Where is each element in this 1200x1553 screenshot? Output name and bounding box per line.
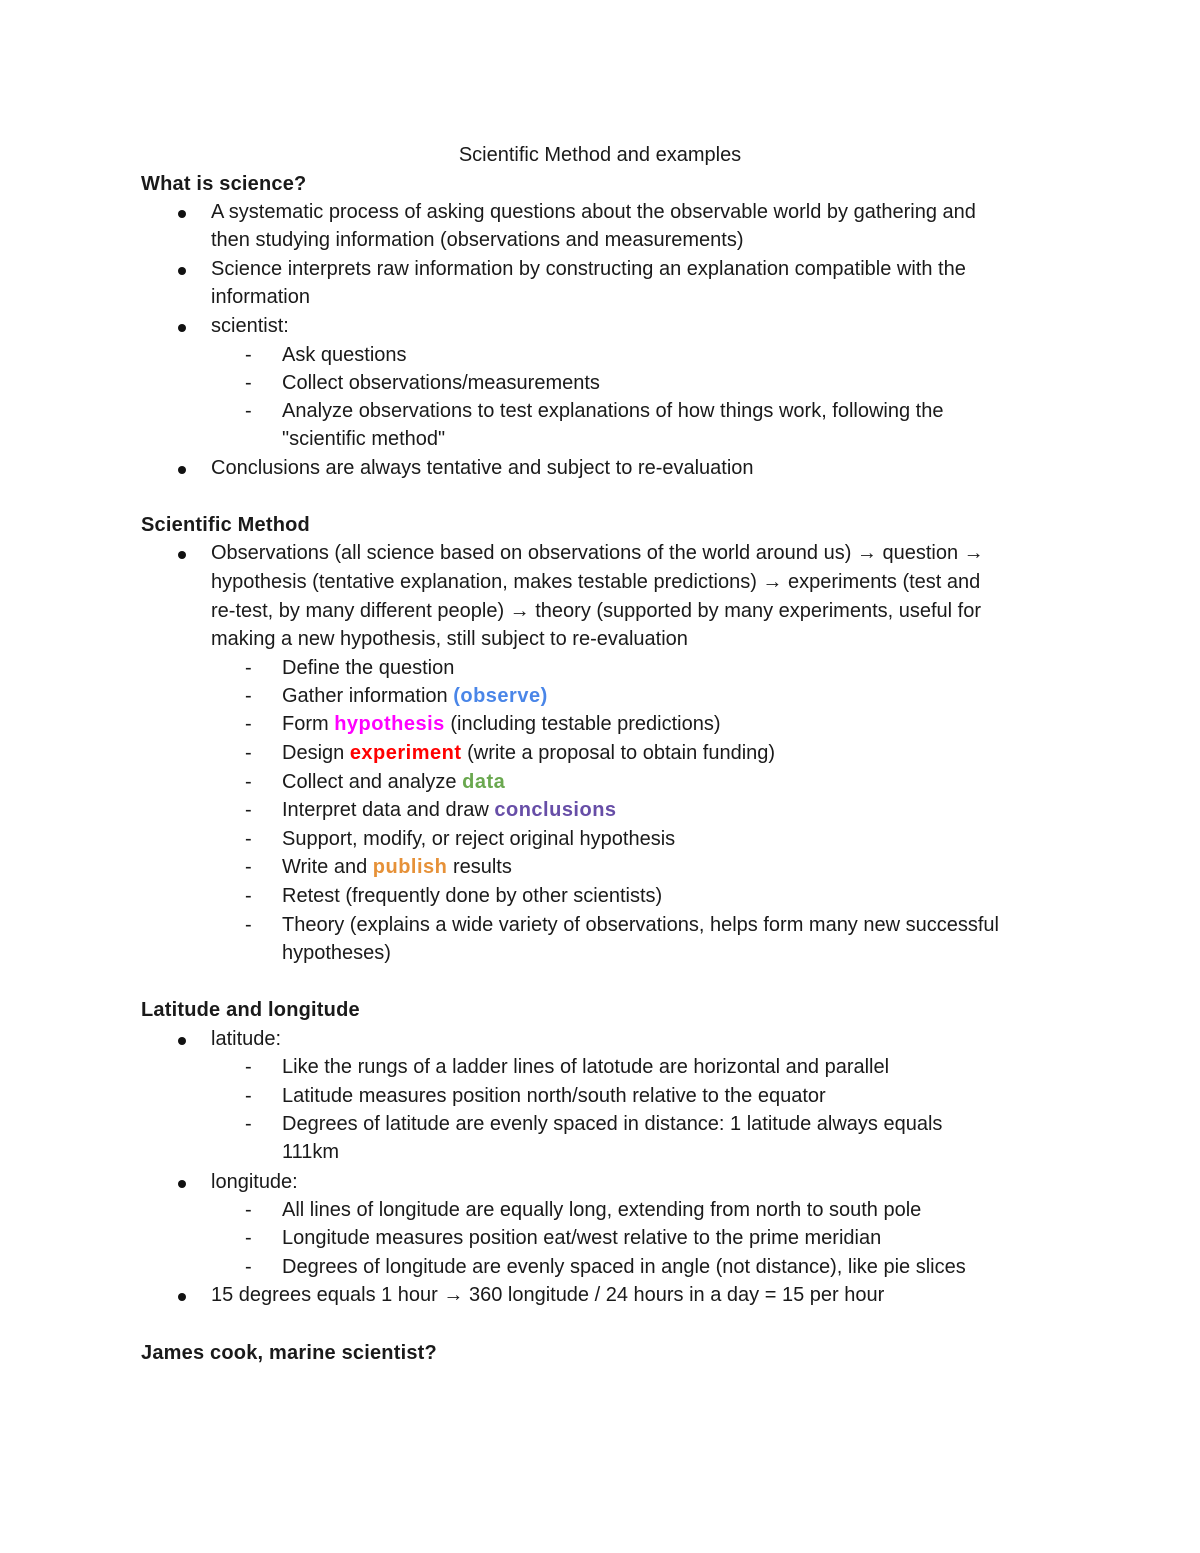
list-item-text: information: [211, 286, 310, 308]
highlight-experiment: experiment: [349, 742, 462, 764]
bullet-dot: [178, 210, 186, 218]
list-item-text: making a new hypothesis, still subject to re-evaluation: [211, 628, 688, 650]
step-text: Form: [282, 713, 335, 735]
dash-marker: -: [245, 742, 252, 764]
highlight-hypothesis: hypothesis: [334, 713, 445, 735]
sub-item-text: Longitude measures position eat/west relative to the prime meridian: [282, 1227, 882, 1249]
bullet-dot: [178, 267, 186, 275]
highlight-publish: publish: [372, 856, 448, 878]
bullet-dot: [178, 551, 186, 559]
step-design-experiment: [282, 739, 775, 767]
step-form-hypothesis: [282, 710, 721, 738]
step-text: (including testable predictions): [444, 713, 721, 735]
sub-item-text: Latitude measures position north/south relative to the equator: [282, 1085, 826, 1107]
sub-item-text: Like the rungs of a ladder lines of latotude are horizontal and parallel: [282, 1056, 890, 1078]
step-text: Gather information: [282, 685, 454, 707]
dash-marker: -: [245, 856, 252, 878]
highlight-observe: (observe): [453, 685, 548, 707]
dash-marker: -: [245, 1256, 252, 1278]
document-title: Scientific Method and examples: [458, 144, 742, 166]
bullet-dot: [178, 1037, 186, 1045]
heading-james-cook: James cook, marine scientist?: [141, 1342, 437, 1364]
step-define-question: Define the question: [282, 657, 455, 679]
list-item-text: scientist:: [211, 315, 289, 337]
list-item-text: hypothesis (tentative explanation, makes testable predictions) → experiments (test and: [211, 571, 981, 593]
sub-item-text: 111km: [282, 1141, 340, 1163]
highlight-conclusions: conclusions: [494, 799, 617, 821]
list-item-text: A systematic process of asking questions about the observable world by gathering and: [211, 201, 976, 223]
dash-marker: -: [245, 1056, 252, 1078]
sub-item-text: Degrees of longitude are evenly spaced in angle (not distance), like pie slices: [282, 1256, 966, 1278]
bullet-dot: [178, 1180, 186, 1188]
list-item-text: then studying information (observations and measurements): [211, 229, 744, 251]
sub-item-text: Collect observations/measurements: [282, 372, 600, 394]
heading-latitude-longitude: Latitude and longitude: [141, 999, 360, 1021]
step-support-modify-reject: Support, modify, or reject original hypothesis: [282, 828, 676, 850]
step-text: (write a proposal to obtain funding): [461, 742, 776, 764]
list-item-text: Conclusions are always tentative and subject to re-evaluation: [211, 457, 754, 479]
dash-marker: -: [245, 1085, 252, 1107]
dash-marker: -: [245, 1113, 252, 1135]
dash-marker: -: [245, 713, 252, 735]
list-item-text: Science interprets raw information by constructing an explanation compatible with the: [211, 258, 966, 280]
sub-item-text: Analyze observations to test explanations of how things work, following the: [282, 400, 944, 422]
step-text: Collect and analyze: [282, 771, 463, 793]
dash-marker: -: [245, 344, 252, 366]
bullet-dot: [178, 466, 186, 474]
step-retest: Retest (frequently done by other scientists): [282, 885, 663, 907]
dash-marker: -: [245, 828, 252, 850]
dash-marker: -: [245, 771, 252, 793]
highlight-data: data: [462, 771, 506, 793]
sub-item-text: Ask questions: [282, 344, 407, 366]
step-text: Write and: [282, 856, 373, 878]
step-collect-data: [282, 768, 505, 796]
step-text: Interpret data and draw: [282, 799, 495, 821]
dash-marker: -: [245, 685, 252, 707]
dash-marker: -: [245, 885, 252, 907]
dash-marker: -: [245, 372, 252, 394]
dash-marker: -: [245, 799, 252, 821]
step-gather-information: [282, 682, 548, 710]
step-text: Design: [282, 742, 350, 764]
list-item-text: re-test, by many different people) → theory (supported by many experiments, useful for: [211, 600, 981, 622]
sub-item-text: "scientific method": [282, 428, 446, 450]
bullet-dot: [178, 324, 186, 332]
dash-marker: -: [245, 1199, 252, 1221]
step-text: results: [447, 856, 512, 878]
step-draw-conclusions: [282, 796, 617, 824]
list-item-text: 15 degrees equals 1 hour → 360 longitude / 24 hours in a day = 15 per hour: [211, 1284, 885, 1306]
dash-marker: -: [245, 400, 252, 422]
list-item-text: latitude:: [211, 1028, 282, 1050]
list-item-text: longitude:: [211, 1171, 298, 1193]
step-publish-results: [282, 853, 512, 881]
dash-marker: -: [245, 1227, 252, 1249]
dash-marker: -: [245, 914, 252, 936]
bullet-dot: [178, 1293, 186, 1301]
heading-scientific-method: Scientific Method: [141, 514, 310, 536]
sub-item-text: Degrees of latitude are evenly spaced in distance: 1 latitude always equals: [282, 1113, 943, 1135]
step-theory: Theory (explains a wide variety of observations, helps form many new successful: [282, 914, 999, 936]
list-item-text: Observations (all science based on observations of the world around us) → question →: [211, 542, 984, 564]
sub-item-text: All lines of longitude are equally long, extending from north to south pole: [282, 1199, 922, 1221]
heading-what-is-science: What is science?: [141, 173, 307, 195]
dash-marker: -: [245, 657, 252, 679]
step-theory-continued: hypotheses): [282, 942, 391, 964]
